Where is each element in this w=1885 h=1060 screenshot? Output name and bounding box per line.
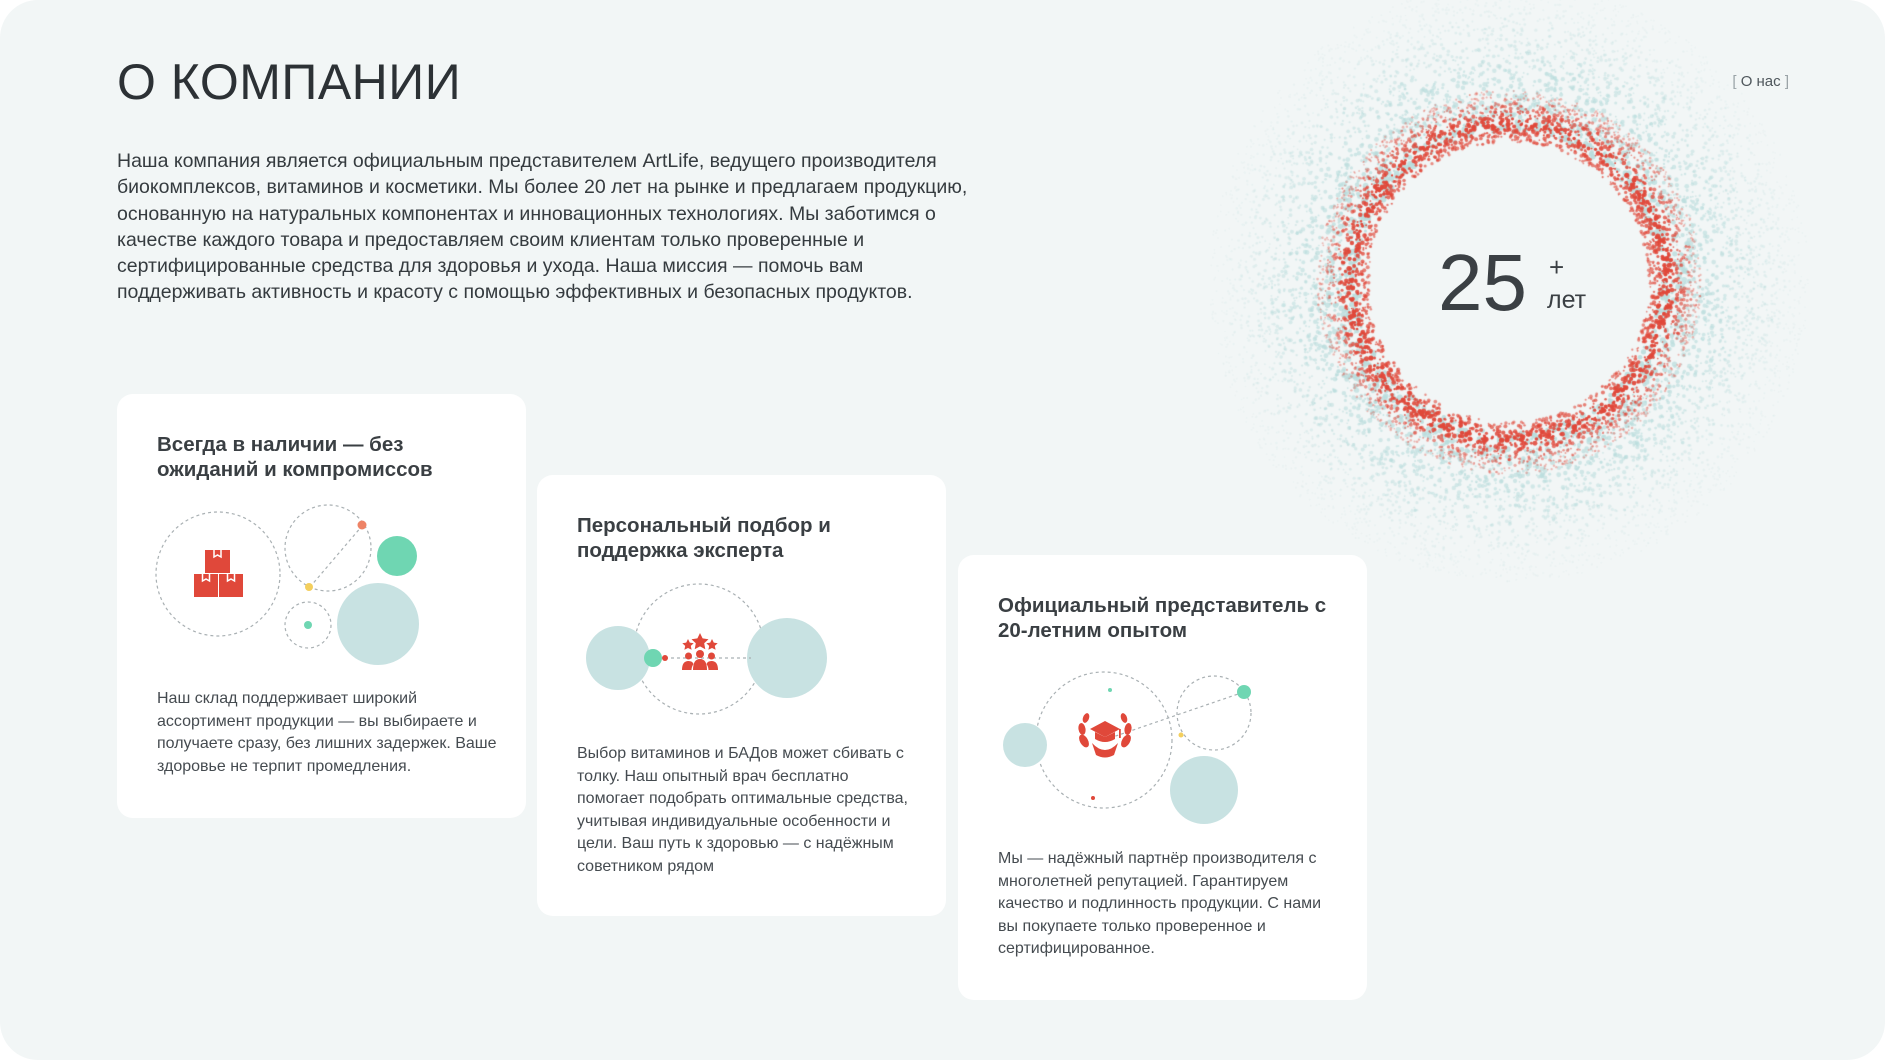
green-dot [644, 649, 662, 667]
page-title: О КОМПАНИИ [117, 54, 462, 110]
red-dot [662, 655, 668, 661]
boxes-icon [194, 550, 243, 597]
feature-card-availability [117, 394, 526, 818]
green-dot [1237, 685, 1251, 699]
dashed-circle [634, 584, 764, 714]
card-text: Выбор витаминов и БАДов может сбивать с толку. Наш опытный врач бесплатно помогает подобрать оптимальные средства, учитывая индивидуальные особенности и цели. Ваш путь к здоровью — с надёжным советником рядом [577, 745, 908, 875]
feature-card-official [958, 555, 1367, 1000]
small-green-dot [1108, 688, 1112, 692]
yellow-dot [1179, 733, 1184, 738]
card-title: Официальный представитель с 20-летним опытом [998, 594, 1327, 642]
years-value: 25 [1438, 238, 1527, 327]
laurel-badge-icon [1077, 712, 1133, 757]
teal-circle [1170, 756, 1238, 824]
feature-card-expert [537, 475, 946, 916]
card-title: Персональный подбор и поддержка эксперта [577, 514, 831, 562]
yellow-dot [305, 583, 313, 591]
green-dot [304, 621, 312, 629]
card-title: Всегда в наличии — без ожиданий и компромиссов [157, 433, 433, 481]
card-text: Наш склад поддерживает широкий ассортимент продукции — вы выбираете и получаете сразу, без лишних задержек. Ваше здоровье не терпит промедления. [157, 690, 497, 775]
team-stars-icon [682, 633, 718, 670]
teal-circle [747, 618, 827, 698]
intro-paragraph: Наша компания является официальным представителем ArtLife, ведущего производителя биокомплексов, витаминов и косметики. Мы более 20 лет на рынке и предлагаем продукцию, основанную на натуральных компонентах и инновационных технологиях. Мы заботимся о качестве каждого товара и предоставляем своим клиентам только проверенные и сертифицированные средства для здоровья и ухода. Наша миссия — помочь вам поддерживать активность и красоту с помощью эффективных и безопасных продуктов. [117, 150, 968, 304]
teal-circle [1003, 723, 1047, 767]
years-unit: лет [1547, 286, 1587, 314]
green-circle [377, 536, 417, 576]
orange-dot [358, 521, 367, 530]
years-plus: + [1549, 252, 1565, 282]
teal-circle [337, 583, 419, 665]
card-text: Мы — надёжный партнёр производителя с многолетней репутацией. Гарантируем качество и подлинность продукции. С нами вы покупаете только проверенное и сертифицированное. [998, 850, 1322, 957]
small-red-dot [1091, 796, 1095, 800]
dashed-circle [285, 505, 371, 591]
dashed-connector [310, 526, 362, 587]
teal-circle [586, 626, 650, 690]
